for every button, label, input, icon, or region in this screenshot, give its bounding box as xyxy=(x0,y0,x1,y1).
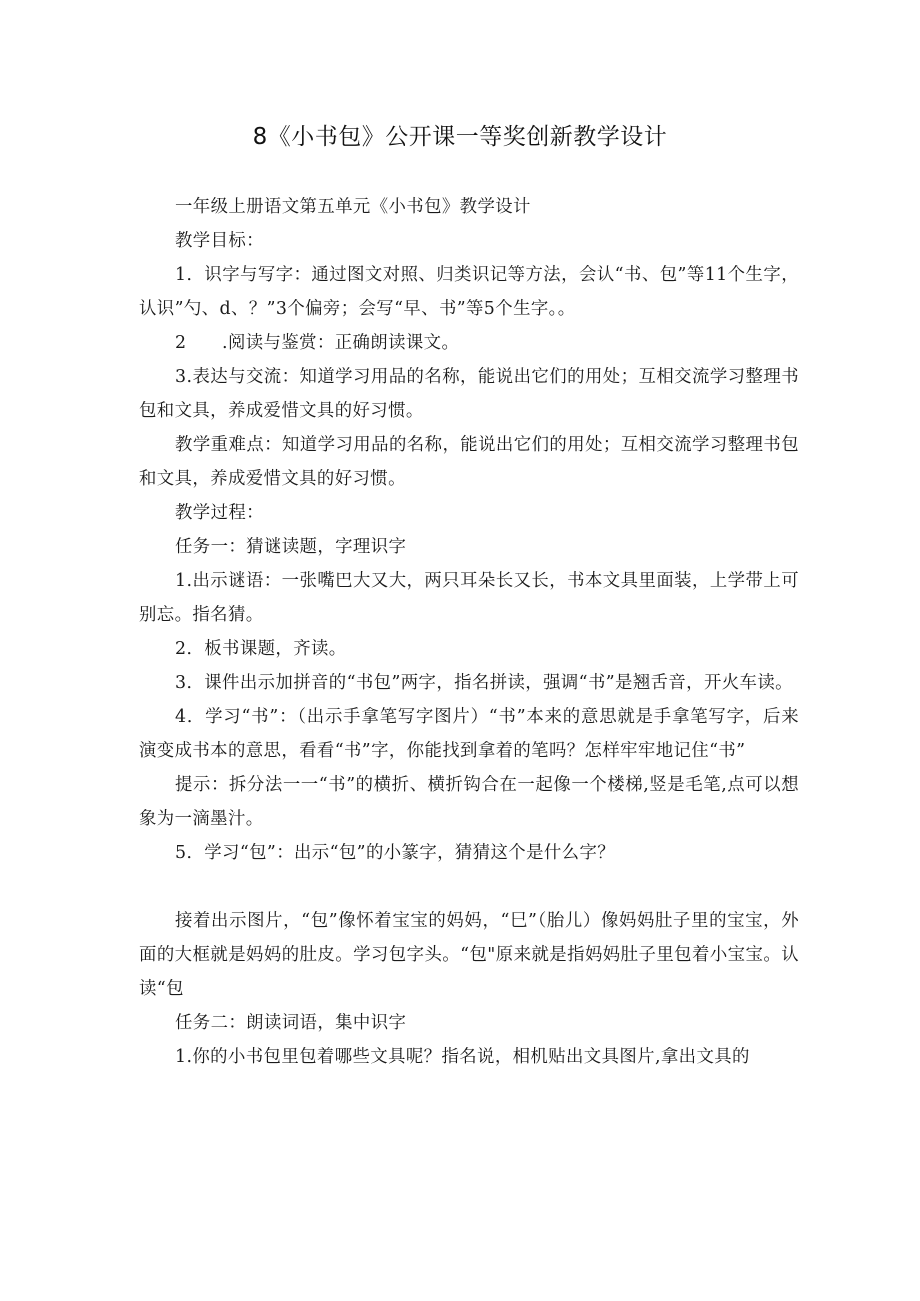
paragraph-task-1-step-3: 3．课件出示加拼音的“书包”两字，指名拼读，强调“书”是翘舌音，开火车读。 xyxy=(175,673,793,693)
paragraph-task-2-step-1: 1.你的小书包里包着哪些文具呢？指名说，相机贴出文具图片,拿出文具的 xyxy=(175,1047,750,1067)
paragraph-task-1-step-4: 4．学习“书”：（出示手拿笔写字图片）“书”本来的意思就是手拿笔写字，后来演变成书本的意思，看看“书”字，你能找到拿着的笔吗？怎样牢牢地记住“书” xyxy=(139,707,799,761)
paragraph-goal-3: 3.表达与交流：知道学习用品的名称，能说出它们的用处；互相交流学习整理书包和文具，养成爱惜文具的好习惯。 xyxy=(139,367,799,421)
paragraph-goal-1: 1．识字与写字：通过图文对照、归类识记等方法，会认“书、包”等11个生字，认识”勺、d、？”3个偏旁；会写“早、书”等5个生字。。 xyxy=(139,265,799,319)
paragraph-task-1-step-1: 1.出示谜语：一张嘴巴大又大，两只耳朵长又长，书本文具里面装，上学带上可别忘。指名猜。 xyxy=(139,571,799,625)
document-title: 8《小书包》公开课一等奖创新教学设计 xyxy=(252,124,668,150)
document-body xyxy=(139,190,799,1074)
paragraph-task-1-step-2: 2．板书课题，齐读。 xyxy=(175,639,347,659)
paragraph-task-1-step-5: 5．学习“包”：出示“包”的小篆字，猜猜这个是什么字？ xyxy=(175,843,616,863)
paragraph-subtitle: 一年级上册语文第五单元《小书包》教学设计 xyxy=(175,197,531,217)
paragraph-key-points: 教学重难点：知道学习用品的名称，能说出它们的用处；互相交流学习整理书包和文具，养成爱惜文具的好习惯。 xyxy=(139,435,799,489)
paragraph-task-1-heading: 任务一：猜谜读题，字理识字 xyxy=(175,537,407,557)
paragraph-goal-2: 2 .阅读与鉴赏：正确朗读课文。 xyxy=(175,333,460,353)
paragraph-task-2-heading: 任务二：朗读词语，集中识字 xyxy=(175,1013,407,1033)
paragraph-hint: 提示：拆分法一一“书”的横折、横折钩合在一起像一个楼梯,竖是毛笔,点可以想象为一滴墨汁。 xyxy=(139,775,799,829)
paragraph-goals-heading: 教学目标： xyxy=(175,231,264,251)
paragraph-bao-explanation: 接着出示图片，“包”像怀着宝宝的妈妈，“巳”（胎儿）像妈妈肚子里的宝宝，外面的大框就是妈妈的肚皮。学习包字头。“包"原来就是指妈妈肚子里包着小宝宝。认读“包 xyxy=(139,911,799,999)
paragraph-process-heading: 教学过程： xyxy=(175,503,264,523)
